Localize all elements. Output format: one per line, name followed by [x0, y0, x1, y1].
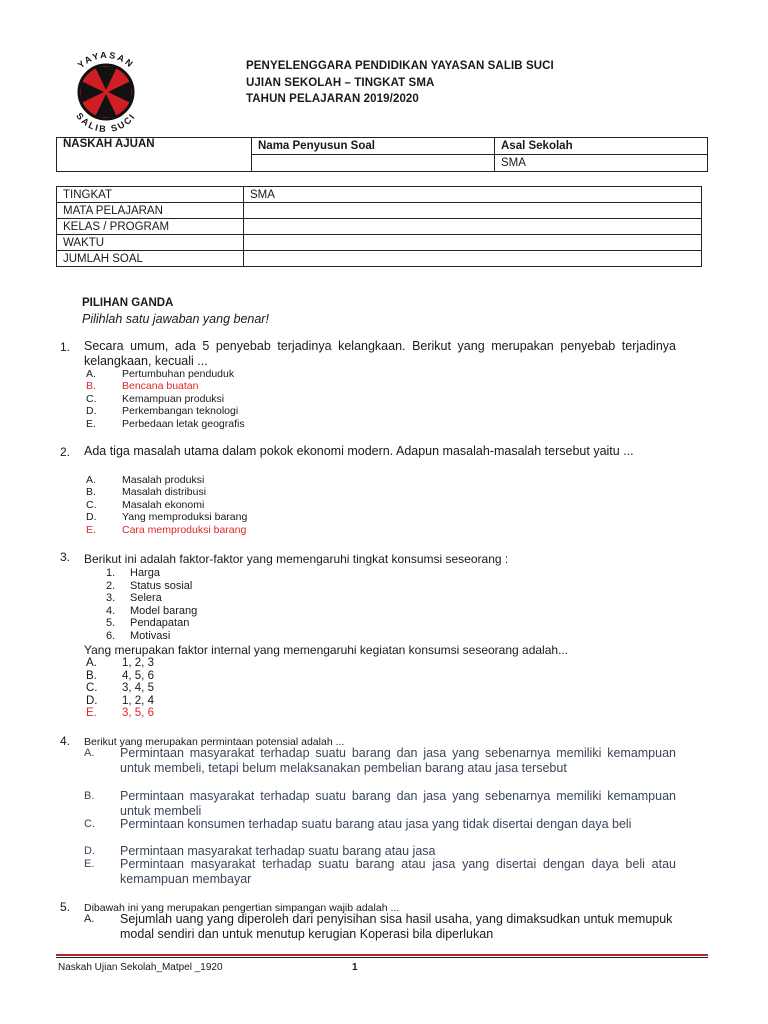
option-list [86, 368, 386, 430]
question-number: 3. [60, 550, 71, 564]
option: C. Permintaan konsumen terhadap suatu barang atau jasa yang tidak disertai dengan daya beli [84, 817, 632, 831]
option: B. Masalah distribusi [86, 486, 207, 499]
header-line-2: UJIAN SEKOLAH – TINGKAT SMA [246, 77, 435, 89]
exam-info-table [56, 186, 702, 267]
list-item: 2. Status sosial [106, 579, 193, 592]
school-logo [58, 44, 154, 140]
factor-list [106, 567, 306, 642]
list-item: 5. Pendapatan [106, 617, 190, 629]
logo-bottom-text: SALIB SUCI [74, 110, 138, 135]
question-text: Berikut yang merupakan permintaan potensial adalah ... [84, 736, 345, 748]
option: E. Perbedaan letak geografis [86, 417, 245, 430]
naskah-cell: NASKAH AJUAN [57, 138, 252, 172]
table-row [57, 219, 702, 235]
page-number: 1 [352, 962, 358, 973]
row-label: TINGKAT [57, 187, 244, 203]
question-number: 2. [60, 445, 71, 459]
row-value [244, 235, 702, 251]
question-number: 5. [60, 900, 71, 914]
option: B. 4, 5, 6 [86, 669, 154, 682]
option-list [86, 657, 386, 720]
question-text: Berikut ini adalah faktor-faktor yang memengaruhi tingkat konsumsi seseorang : [84, 552, 509, 566]
row-label: MATA PELAJARAN [57, 203, 244, 219]
row-value: SMA [244, 187, 702, 203]
list-item: 4. Model barang [106, 604, 198, 617]
option-list [86, 474, 386, 536]
option: A. 1, 2, 3 [86, 657, 154, 669]
option-correct: E. 3, 5, 6 [86, 707, 154, 720]
row-value [244, 203, 702, 219]
question-number: 1. [60, 340, 71, 354]
row-label: JUMLAH SOAL [57, 251, 244, 267]
option-correct: B. Bencana buatan [86, 380, 199, 393]
row-value [244, 251, 702, 267]
option: A. Sejumlah uang yang diperoleh dari penyisihan sisa hasil usaha, yang dimaksudkan untuk memupuk modal sendiri dan untuk menutup kerugian Koperasi bila diperlukan [84, 912, 673, 941]
option-correct: A. Permintaan masyarakat terhadap suatu barang dan jasa yang sebenarnya memiliki kemampuan untuk membeli, tetapi belum melaksanakan pembelian barang atau jasa tersebut [84, 746, 676, 775]
table-row [57, 251, 702, 267]
list-item: 1. Harga [106, 567, 160, 579]
row-label: KELAS / PROGRAM [57, 219, 244, 235]
list-item: 3. Selera [106, 592, 162, 604]
section-title: PILIHAN GANDA [82, 297, 174, 309]
footer-rule-black [56, 957, 708, 958]
penyusun-cell: Nama Penyusun Soal [252, 138, 495, 155]
option-correct: E. Cara memproduksi barang [86, 523, 247, 536]
table-row [57, 187, 702, 203]
header-line-1: PENYELENGGARA PENDIDIKAN YAYASAN SALIB SUCI [246, 60, 554, 72]
option: C. 3, 4, 5 [86, 682, 154, 695]
option: D. 1, 2, 4 [86, 694, 154, 707]
question-text: Ada tiga masalah utama dalam pokok ekonomi modern. Adapun masalah-masalah tersebut yaitu ... [84, 444, 634, 458]
submission-table [56, 137, 708, 172]
asal-value: SMA [495, 155, 708, 172]
question-number: 4. [60, 734, 71, 748]
penyusun-value [252, 155, 495, 172]
footer-text: Naskah Ujian Sekolah_Matpel _1920 [58, 962, 223, 973]
option: D. Permintaan masyarakat terhadap suatu barang atau jasa [84, 844, 436, 858]
list-item: 6. Motivasi [106, 629, 171, 642]
option: E. Permintaan masyarakat terhadap suatu barang atau jasa yang disertai dengan daya beli atau kemampuan membayar [84, 857, 676, 886]
row-label: WAKTU [57, 235, 244, 251]
question-text: Secara umum, ada 5 penyebab terjadinya kelangkaan. Berikut yang merupakan penyebab terjadinya kelangkaan, kecuali ... [84, 339, 676, 368]
option: A. Pertumbuhan penduduk [86, 368, 235, 380]
option: A. Masalah produksi [86, 474, 205, 486]
header-line-3: TAHUN PELAJARAN 2019/2020 [246, 93, 419, 105]
option: B. Permintaan masyarakat terhadap suatu barang dan jasa yang sebenarnya memiliki kemampuan untuk membeli [84, 789, 676, 818]
question-text: Dibawah ini yang merupakan pengertian simpangan wajib adalah ... [84, 902, 400, 914]
option: C. Masalah ekonomi [86, 498, 205, 511]
logo-top-text: YAYASAN [75, 49, 137, 71]
table-row [57, 235, 702, 251]
row-value [244, 219, 702, 235]
option: C. Kemampuan produksi [86, 392, 225, 405]
footer-rule-red [56, 954, 708, 956]
question-text-2: Yang merupakan faktor internal yang memengaruhi kegiatan konsumsi seseorang adalah... [84, 643, 569, 657]
option: D. Perkembangan teknologi [86, 405, 239, 418]
section-instruction: Pilihlah satu jawaban yang benar! [82, 312, 269, 326]
table-row [57, 203, 702, 219]
option: D. Yang memproduksi barang [86, 511, 248, 524]
asal-cell: Asal Sekolah [495, 138, 708, 155]
